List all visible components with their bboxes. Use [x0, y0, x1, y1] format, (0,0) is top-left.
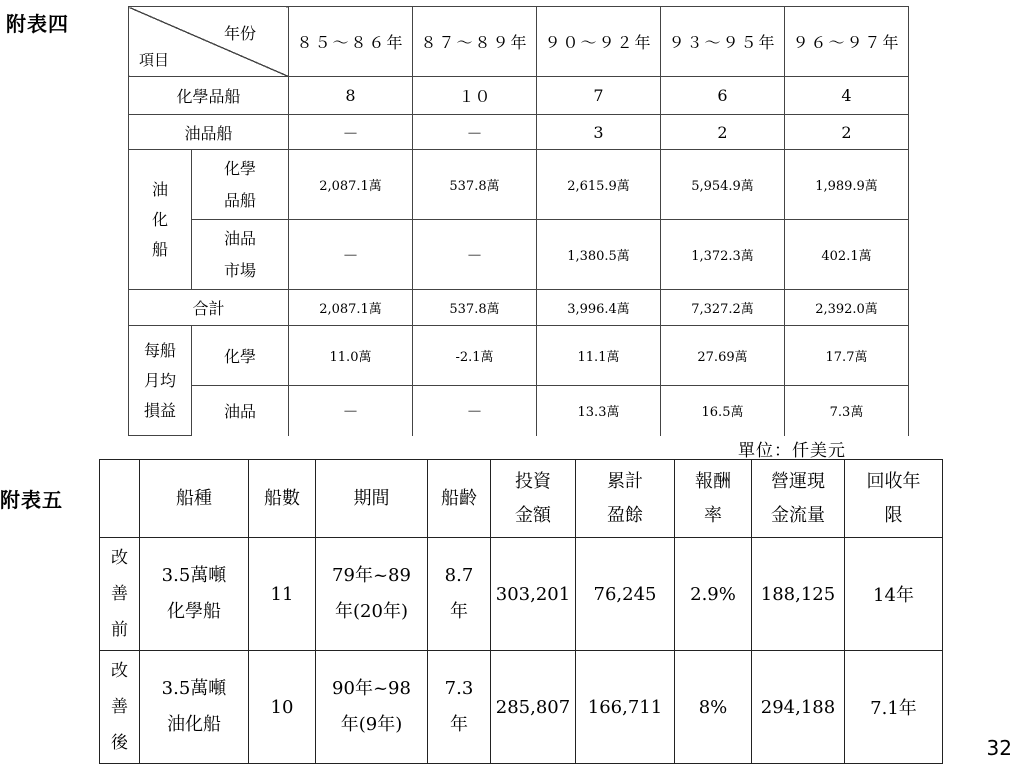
table5-header-row — [100, 460, 943, 538]
table-row — [100, 538, 943, 651]
row-label: 化學品船 — [129, 77, 289, 115]
group-label-char: 化 — [151, 209, 168, 229]
year-header: ９０～９２年 — [537, 7, 661, 77]
table4-label: 附表四 — [6, 12, 69, 36]
table-cell: 7,327.2萬 — [661, 290, 785, 326]
table-cell: １０ — [413, 77, 537, 115]
cell-line: 油化船 — [167, 714, 221, 735]
sub-label-line: 品船 — [223, 190, 256, 210]
table-cell: － — [289, 386, 413, 436]
table-cell: 3,996.4萬 — [537, 290, 661, 326]
table-cell: 7.3萬 — [785, 386, 909, 436]
stage-char: 後 — [111, 733, 128, 753]
table-cell: 2,615.9萬 — [537, 150, 661, 220]
header-cell — [491, 460, 576, 538]
header-line: 投資 — [515, 470, 551, 492]
surplus-cell: 76,245 — [576, 538, 675, 651]
table-row — [129, 386, 909, 436]
cell-line: 8.7 — [444, 565, 474, 586]
year-header: ９３～９５年 — [661, 7, 785, 77]
header-cell — [675, 460, 752, 538]
cell-line: 化學船 — [167, 601, 221, 622]
group-label-line: 月均 — [143, 370, 176, 390]
payback-cell: 14年 — [845, 538, 943, 651]
table-cell: 7 — [537, 77, 661, 115]
table-row — [129, 115, 909, 150]
group-label-monthly — [129, 326, 192, 436]
sub-row-label: 油品 — [192, 386, 289, 436]
table-cell: 537.8萬 — [413, 290, 537, 326]
stage-char: 改 — [111, 661, 128, 681]
cell-line: 3.5萬噸 — [161, 565, 227, 586]
table-cell: 27.69萬 — [661, 326, 785, 386]
sub-row-label — [192, 220, 289, 290]
year-header: ９６～９７年 — [785, 7, 909, 77]
group-label-line: 每船 — [143, 340, 176, 360]
return-cell: 8% — [675, 651, 752, 764]
sub-label-line: 化學 — [223, 158, 256, 178]
page-number: 32 — [986, 736, 1012, 760]
cash-flow-cell: 188,125 — [752, 538, 845, 651]
table-cell: 17.7萬 — [785, 326, 909, 386]
header-cell: 船齡 — [428, 460, 491, 538]
table-cell: － — [289, 115, 413, 150]
stage-cell — [100, 651, 140, 764]
age-cell — [428, 651, 491, 764]
cell-line: 年(20年) — [335, 601, 408, 622]
sub-label-line: 市場 — [223, 260, 256, 280]
table-row — [129, 77, 909, 115]
table-row — [129, 150, 909, 220]
header-line: 限 — [884, 504, 903, 526]
table-cell: 11.1萬 — [537, 326, 661, 386]
header-line: 盈餘 — [607, 504, 643, 526]
table-cell: 2,087.1萬 — [289, 150, 413, 220]
corner-item-label: 項目 — [139, 51, 170, 69]
header-cell: 期間 — [316, 460, 428, 538]
corner-header-cell — [129, 7, 289, 77]
table-cell: － — [413, 220, 537, 290]
table-cell: 16.5萬 — [661, 386, 785, 436]
table-cell: 537.8萬 — [413, 150, 537, 220]
payback-cell: 7.1年 — [845, 651, 943, 764]
surplus-cell: 166,711 — [576, 651, 675, 764]
table-row — [100, 651, 943, 764]
header-cell — [752, 460, 845, 538]
table-cell: 13.3萬 — [537, 386, 661, 436]
stage-char: 善 — [111, 584, 128, 604]
table-cell: 2 — [661, 115, 785, 150]
stage-cell — [100, 538, 140, 651]
cell-line: 年 — [450, 601, 468, 622]
header-line: 金流量 — [771, 504, 825, 526]
cell-line: 年(9年) — [340, 714, 403, 735]
table-cell: 6 — [661, 77, 785, 115]
group-label-char: 油 — [151, 179, 168, 199]
table5-label: 附表五 — [0, 488, 63, 512]
table4 — [128, 6, 909, 436]
table-cell: 1,380.5萬 — [537, 220, 661, 290]
header-line: 回收年 — [866, 470, 921, 492]
table-cell: 5,954.9萬 — [661, 150, 785, 220]
table-cell: 2,087.1萬 — [289, 290, 413, 326]
ship-count-cell: 11 — [249, 538, 316, 651]
return-cell: 2.9% — [675, 538, 752, 651]
table-cell: 11.0萬 — [289, 326, 413, 386]
header-line: 累計 — [607, 470, 643, 492]
table-cell: 3 — [537, 115, 661, 150]
table-row — [129, 326, 909, 386]
cell-line: 3.5萬噸 — [161, 678, 227, 699]
year-header: ８７～８９年 — [413, 7, 537, 77]
table-cell: － — [413, 115, 537, 150]
cell-line: 年 — [450, 714, 468, 735]
table-row — [129, 290, 909, 326]
table-row — [129, 220, 909, 290]
header-line: 營運現 — [771, 470, 825, 492]
header-line: 率 — [704, 504, 722, 526]
header-cell — [100, 460, 140, 538]
sub-row-label — [192, 150, 289, 220]
header-line: 報酬 — [695, 470, 731, 492]
stage-char: 改 — [111, 548, 128, 568]
investment-cell: 303,201 — [491, 538, 576, 651]
stage-char: 前 — [111, 620, 128, 640]
period-cell — [316, 538, 428, 651]
ship-type-cell — [140, 538, 249, 651]
header-cell: 船數 — [249, 460, 316, 538]
age-cell — [428, 538, 491, 651]
header-cell — [845, 460, 943, 538]
header-cell: 船種 — [140, 460, 249, 538]
table4-header-row — [129, 7, 909, 77]
cell-line: 7.3 — [444, 678, 474, 699]
corner-year-label: 年份 — [223, 24, 256, 43]
table-cell: 1,372.3萬 — [661, 220, 785, 290]
sub-label-line: 油品 — [223, 228, 256, 248]
year-header: ８５～８６年 — [289, 7, 413, 77]
row-label: 油品船 — [129, 115, 289, 150]
period-cell — [316, 651, 428, 764]
row-label: 合計 — [129, 290, 289, 326]
table-cell: 8 — [289, 77, 413, 115]
unit-note: 單位：仟美元 — [738, 441, 846, 461]
table-cell: 2 — [785, 115, 909, 150]
ship-count-cell: 10 — [249, 651, 316, 764]
header-line: 金額 — [515, 504, 551, 526]
table-cell: － — [289, 220, 413, 290]
cell-line: 79年~89 — [332, 565, 411, 586]
stage-char: 善 — [111, 697, 128, 717]
table-cell: 1,989.9萬 — [785, 150, 909, 220]
group-label-oil-chem — [129, 150, 192, 290]
table-cell: 2,392.0萬 — [785, 290, 909, 326]
table5 — [99, 459, 943, 764]
table-cell: -2.1萬 — [413, 326, 537, 386]
group-label-line: 損益 — [143, 400, 176, 420]
table-cell: 4 — [785, 77, 909, 115]
ship-type-cell — [140, 651, 249, 764]
table-cell: 402.1萬 — [785, 220, 909, 290]
cell-line: 90年~98 — [332, 678, 411, 699]
group-label-char: 船 — [151, 239, 168, 259]
sub-row-label: 化學 — [192, 326, 289, 386]
header-cell — [576, 460, 675, 538]
investment-cell: 285,807 — [491, 651, 576, 764]
table-cell: － — [413, 386, 537, 436]
cash-flow-cell: 294,188 — [752, 651, 845, 764]
